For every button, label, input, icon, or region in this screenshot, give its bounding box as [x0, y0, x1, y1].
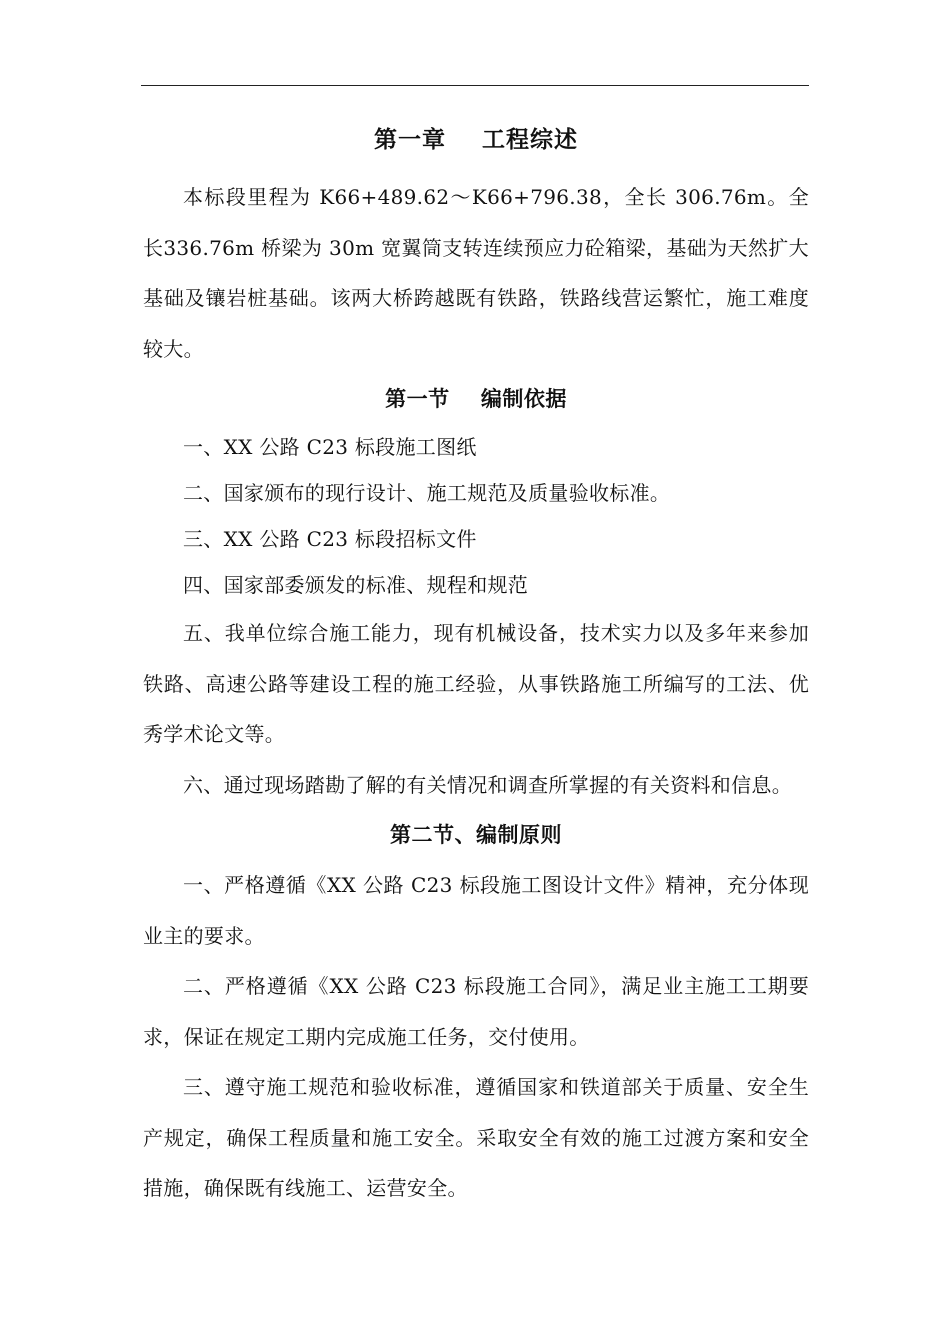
section-title-principles: 第二节、编制原则	[390, 822, 562, 847]
principle-item-3: 三、遵守施工规范和验收标准，遵循国家和铁道部关于质量、安全生产规定，确保工程质量和施工安全。采取安全有效的施工过渡方案和安全措施，确保既有线施工、运营安全。	[143, 1075, 809, 1200]
basis-item-5: 五、我单位综合施工能力，现有机械设备，技术实力以及多年来参加铁路、高速公路等建设工程的施工经验，从事铁路施工所编写的工法、优秀学术论文等。	[143, 621, 809, 746]
section-title-basis: 第一节 编制依据	[385, 386, 567, 411]
basis-item-6: 六、通过现场踏勘了解的有关情况和调查所掌握的有关资料和信息。	[183, 772, 792, 797]
header-rule	[141, 85, 809, 86]
document-body	[143, 120, 809, 1214]
chapter-title: 第一章 工程综述	[373, 126, 579, 153]
principle-item-1: 一、严格遵循《XX 公路 C23 标段施工图设计文件》精神，充分体现业主的要求。	[143, 873, 809, 948]
basis-item-1: 一、XX 公路 C23 标段施工图纸	[183, 435, 477, 459]
intro-paragraph: 本标段里程为 K66+489.62～K66+796.38，全长 306.76m。全长336.76m 桥梁为 30m 宽翼筒支转连续预应力砼箱梁，基础为天然扩大基础及镶岩桩基础。该两大桥跨越既有铁路，铁路线营运繁忙，施工难度较大。	[143, 185, 809, 361]
basis-item-3: 三、XX 公路 C23 标段招标文件	[183, 527, 477, 551]
basis-item-4: 四、国家部委颁发的标准、规程和规范	[183, 573, 529, 597]
principle-item-2: 二、严格遵循《XX 公路 C23 标段施工合同》，满足业主施工工期要求，保证在规定工期内完成施工任务，交付使用。	[143, 974, 809, 1049]
basis-item-2: 二、国家颁布的现行设计、施工规范及质量验收标准。	[183, 481, 671, 505]
